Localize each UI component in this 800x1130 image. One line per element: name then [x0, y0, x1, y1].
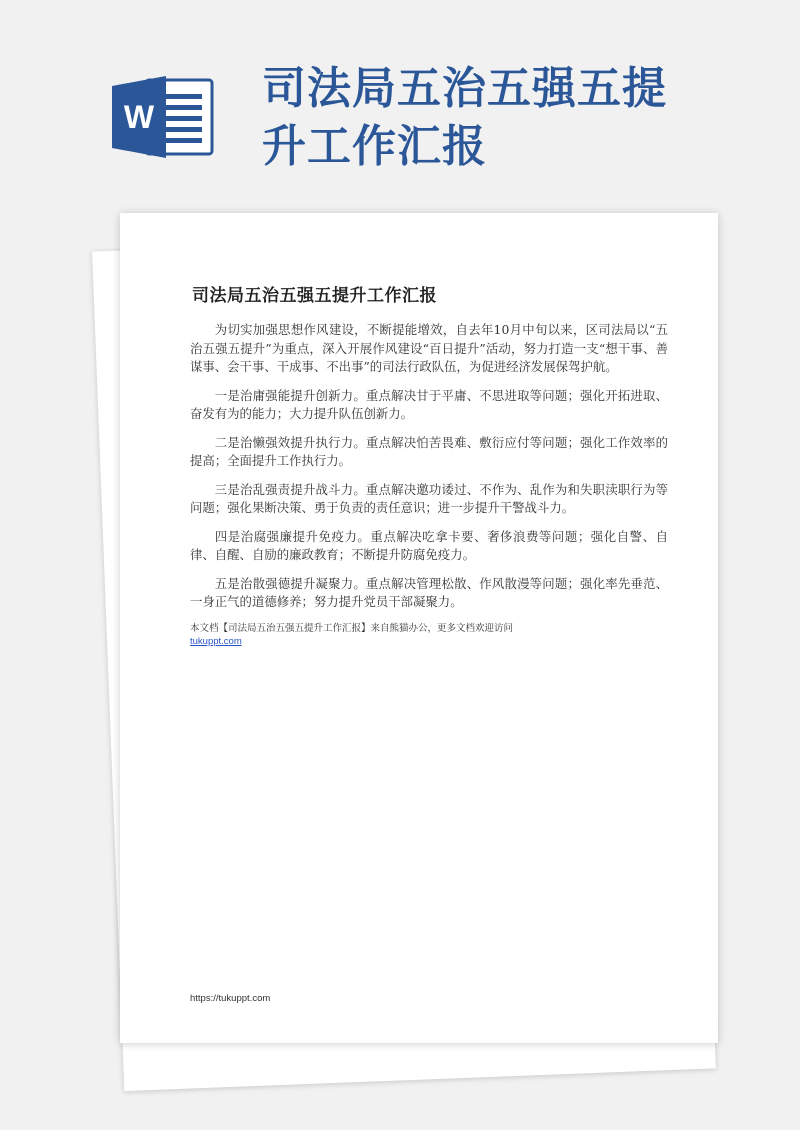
page-footer-url: https://tukuppt.com [190, 993, 271, 1004]
paragraph-1: 一是治庸强能提升创新力。重点解决甘于平庸、不思进取等问题；强化开拓进取、奋发有为的能力；大力提升队伍创新力。 [190, 387, 668, 421]
paragraph-3: 三是治乱强责提升战斗力。重点解决邀功诿过、不作为、乱作为和失职渎职行为等问题；强化果断决策、勇于负责的责任意识；进一步提升干警战斗力。 [190, 481, 668, 515]
source-note [190, 622, 668, 648]
paragraph-4: 四是治腐强廉提升免疫力。重点解决吃拿卡要、奢侈浪费等问题；强化自警、自律、自醒、自励的廉政教育；不断提升防腐免疫力。 [190, 528, 668, 562]
source-note-text: 本文档【司法局五治五强五提升工作汇报】来自熊猫办公，更多文档欢迎访问 [190, 622, 514, 634]
source-link[interactable]: tukuppt.com [190, 635, 242, 647]
paragraph-intro: 为切实加强思想作风建设，不断提能增效，自去年10月中旬以来，区司法局以“五治五强五提升”为重点，深入开展作风建设“百日提升”活动，努力打造一支“想干事、善谋事、会干事、干成事、不出事”的司法行政队伍，为促进经济发展保驾护航。 [190, 322, 668, 374]
document-body [190, 321, 668, 648]
page-title: 司法局五治五强五提升工作汇报 [262, 63, 667, 172]
paragraph-2: 二是治懒强效提升执行力。重点解决怕苦畏难、敷衍应付等问题；强化工作效率的提高；全面提升工作执行力。 [190, 434, 668, 468]
word-document-icon [108, 72, 218, 162]
document-page [120, 213, 718, 1043]
document-title: 司法局五治五强五提升工作汇报 [192, 286, 437, 306]
logo-letter: W [123, 99, 155, 135]
paragraph-5: 五是治散强德提升凝聚力。重点解决管理松散、作风散漫等问题；强化率先垂范、一身正气的道德修养；努力提升党员干部凝聚力。 [190, 575, 668, 609]
